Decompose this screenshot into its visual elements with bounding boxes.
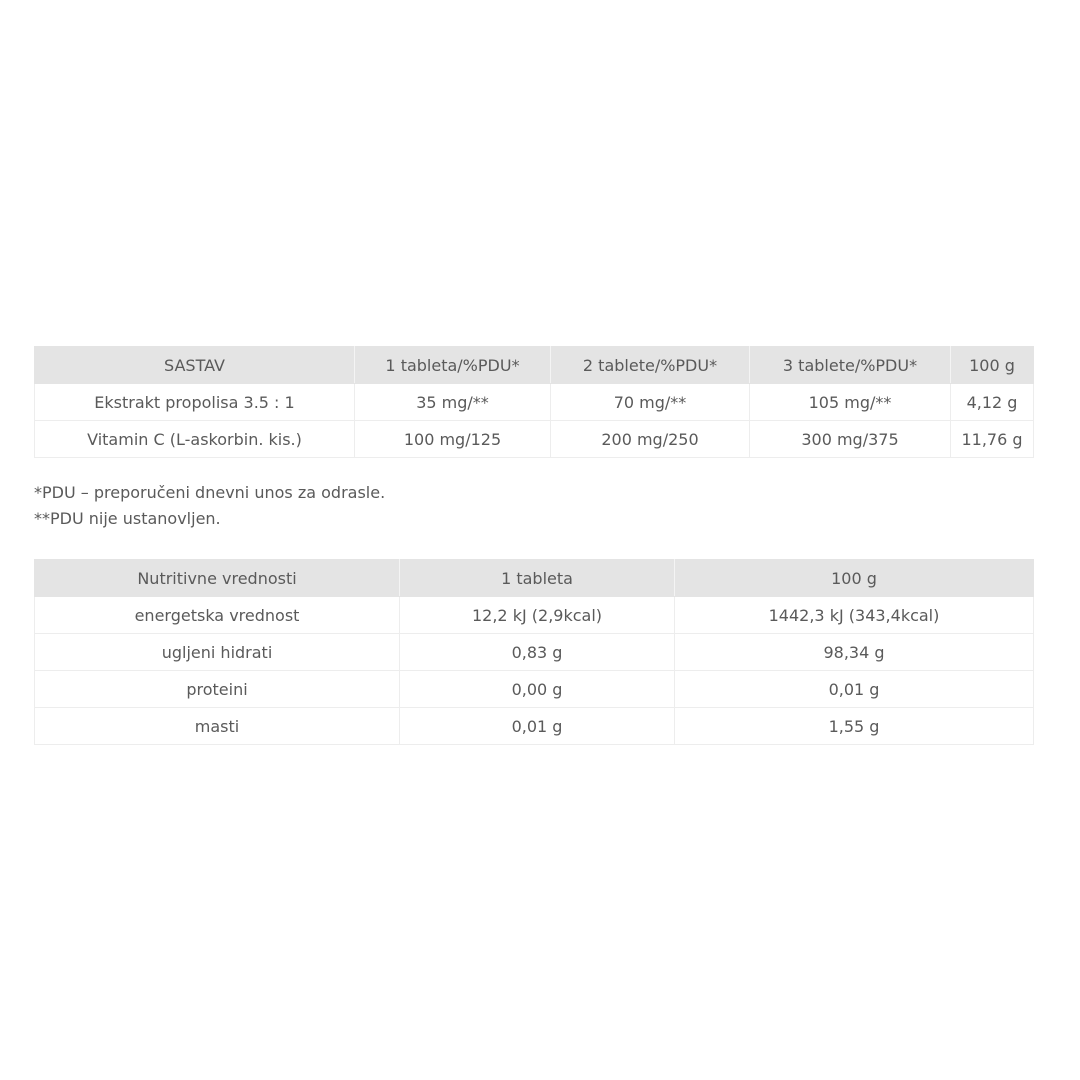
table-row	[35, 597, 1034, 634]
cell-100g: 11,76 g	[951, 421, 1034, 458]
nutrition-header-row	[35, 560, 1034, 597]
cell-100g: 4,12 g	[951, 384, 1034, 421]
column-header-100g: 100 g	[951, 347, 1034, 384]
cell-2-tablets: 70 mg/**	[551, 384, 750, 421]
column-header-composition: SASTAV	[35, 347, 355, 384]
cell-1-tablet: 12,2 kJ (2,9kcal)	[400, 597, 675, 634]
ingredient-name: Vitamin C (L-askorbin. kis.)	[35, 421, 355, 458]
nutrition-table	[34, 559, 1034, 745]
column-header-3-tablets: 3 tablete/%PDU*	[750, 347, 951, 384]
column-header-100g: 100 g	[675, 560, 1034, 597]
cell-1-tablet: 100 mg/125	[355, 421, 551, 458]
composition-table	[34, 346, 1034, 458]
nutrient-name: energetska vrednost	[35, 597, 400, 634]
cell-100g: 1442,3 kJ (343,4kcal)	[675, 597, 1034, 634]
cell-3-tablets: 300 mg/375	[750, 421, 951, 458]
composition-header-row	[35, 347, 1034, 384]
cell-100g: 98,34 g	[675, 634, 1034, 671]
column-header-1-tablet: 1 tableta	[400, 560, 675, 597]
column-header-nutrition: Nutritivne vrednosti	[35, 560, 400, 597]
footnote-pdu-not-established: **PDU nije ustanovljen.	[34, 509, 221, 528]
nutrient-name: ugljeni hidrati	[35, 634, 400, 671]
cell-1-tablet: 0,01 g	[400, 708, 675, 745]
cell-1-tablet: 0,83 g	[400, 634, 675, 671]
cell-2-tablets: 200 mg/250	[551, 421, 750, 458]
ingredient-name: Ekstrakt propolisa 3.5 : 1	[35, 384, 355, 421]
cell-100g: 1,55 g	[675, 708, 1034, 745]
nutrient-name: proteini	[35, 671, 400, 708]
footnotes	[34, 480, 385, 532]
column-header-1-tablet: 1 tableta/%PDU*	[355, 347, 551, 384]
table-row	[35, 671, 1034, 708]
table-row	[35, 421, 1034, 458]
cell-3-tablets: 105 mg/**	[750, 384, 951, 421]
nutrient-name: masti	[35, 708, 400, 745]
table-row	[35, 384, 1034, 421]
cell-1-tablet: 0,00 g	[400, 671, 675, 708]
table-row	[35, 708, 1034, 745]
cell-100g: 0,01 g	[675, 671, 1034, 708]
footnote-pdu: *PDU – preporučeni dnevni unos za odrasle.	[34, 483, 386, 502]
cell-1-tablet: 35 mg/**	[355, 384, 551, 421]
column-header-2-tablets: 2 tablete/%PDU*	[551, 347, 750, 384]
table-row	[35, 634, 1034, 671]
